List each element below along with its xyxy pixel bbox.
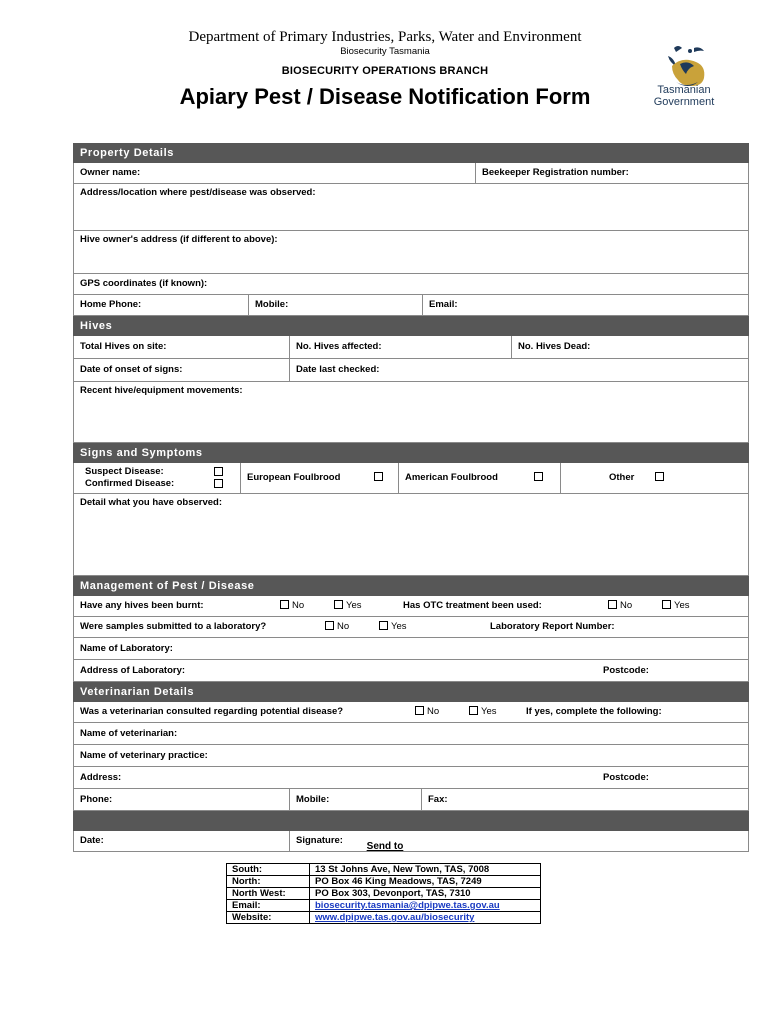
email-link[interactable]: biosecurity.tasmania@dpipwe.tas.gov.au — [315, 900, 500, 911]
department-name: Department of Primary Industries, Parks, Water and Environment — [188, 29, 582, 45]
other-option[interactable] — [560, 463, 748, 493]
vet-postcode-field[interactable]: Postcode: — [603, 772, 649, 783]
otc-yes-label: Yes — [674, 600, 690, 611]
otc-label: Has OTC treatment been used: — [403, 600, 542, 611]
owner-name-field[interactable]: Owner name: — [80, 167, 141, 178]
table-row — [227, 888, 541, 900]
laboratory-name-field[interactable]: Name of Laboratory: — [80, 643, 173, 654]
contact-table — [226, 863, 541, 924]
section-veterinarian: Veterinarian Details — [73, 682, 749, 702]
burnt-otc-row — [74, 596, 748, 616]
last-checked-field[interactable]: Date last checked: — [289, 359, 511, 381]
total-hives-field[interactable]: Total Hives on site: — [80, 341, 167, 352]
signature-field[interactable]: Signature: — [289, 831, 748, 851]
section-hives: Hives — [73, 316, 749, 336]
contact-label: Website: — [227, 912, 310, 924]
other-checkbox[interactable] — [655, 472, 664, 481]
vet-yes-checkbox[interactable] — [469, 706, 478, 715]
vet-consulted-label: Was a veterinarian consulted regarding potential disease? — [80, 706, 344, 717]
burnt-no-checkbox[interactable] — [280, 600, 289, 609]
vet-yes-label: Yes — [481, 706, 497, 717]
hives-affected-field[interactable]: No. Hives affected: — [289, 336, 511, 358]
section-blank-bar — [73, 811, 749, 831]
samples-no-checkbox[interactable] — [325, 621, 334, 630]
otc-no-checkbox[interactable] — [608, 600, 617, 609]
hives-dead-field[interactable]: No. Hives Dead: — [511, 336, 748, 358]
table-row — [227, 912, 541, 924]
vet-mobile-field[interactable]: Mobile: — [289, 789, 421, 810]
laboratory-postcode-field[interactable]: Postcode: — [603, 665, 649, 676]
confirmed-disease-checkbox[interactable] — [214, 479, 223, 488]
burnt-no-label: No — [292, 600, 305, 611]
other-label: Other — [609, 472, 635, 483]
lab-report-number-field[interactable]: Laboratory Report Number: — [490, 621, 615, 632]
onset-date-field[interactable]: Date of onset of signs: — [80, 364, 183, 375]
confirmed-disease-label: Confirmed Disease: — [85, 478, 175, 489]
website-link[interactable]: www.dpipwe.tas.gov.au/biosecurity — [315, 912, 475, 923]
suspect-disease-label: Suspect Disease: — [85, 466, 164, 477]
contact-label: North West: — [227, 888, 310, 900]
samples-yes-checkbox[interactable] — [379, 621, 388, 630]
form-title: Apiary Pest / Disease Notification Form — [179, 84, 591, 109]
vet-practice-field[interactable]: Name of veterinary practice: — [80, 750, 208, 761]
contact-value: PO Box 46 King Meadows, TAS, 7249 — [310, 876, 541, 888]
burnt-yes-checkbox[interactable] — [334, 600, 343, 609]
date-field[interactable]: Date: — [80, 835, 104, 846]
empty-cell — [511, 359, 748, 381]
address-observed-field[interactable]: Address/location where pest/disease was observed: — [80, 187, 316, 198]
samples-label: Were samples submitted to a laboratory? — [80, 621, 267, 632]
section-signs-symptoms: Signs and Symptoms — [73, 443, 749, 463]
email-field[interactable]: Email: — [422, 295, 748, 315]
contact-value: PO Box 303, Devonport, TAS, 7310 — [310, 888, 541, 900]
logo-text-government: Government — [653, 96, 715, 108]
section-management: Management of Pest / Disease — [73, 576, 749, 596]
laboratory-address-field[interactable] — [74, 660, 748, 681]
hive-owner-address-field[interactable]: Hive owner's address (if different to above): — [80, 234, 278, 245]
branch-name: BIOSECURITY OPERATIONS BRANCH — [281, 65, 489, 77]
contact-label: North: — [227, 876, 310, 888]
otc-yes-checkbox[interactable] — [662, 600, 671, 609]
contact-label: Email: — [227, 900, 310, 912]
laboratory-address-label: Address of Laboratory: — [80, 665, 186, 676]
efb-label: European Foulbrood — [247, 472, 341, 483]
logo-text-tasmanian: Tasmanian — [657, 84, 711, 96]
burnt-yes-label: Yes — [346, 600, 362, 611]
vet-no-label: No — [427, 706, 440, 717]
samples-yes-label: Yes — [391, 621, 407, 632]
vet-fax-field[interactable]: Fax: — [421, 789, 748, 810]
subdepartment-name: Biosecurity Tasmania — [340, 46, 430, 57]
vet-address-label: Address: — [80, 772, 122, 783]
otc-no-label: No — [620, 600, 633, 611]
table-row — [227, 876, 541, 888]
contact-label: South: — [227, 864, 310, 876]
samples-no-label: No — [337, 621, 350, 632]
vet-phone-field[interactable]: Phone: — [80, 794, 113, 805]
home-phone-field[interactable]: Home Phone: — [80, 299, 142, 310]
efb-checkbox[interactable] — [374, 472, 383, 481]
afb-label: American Foulbrood — [405, 472, 498, 483]
afb-checkbox[interactable] — [534, 472, 543, 481]
vet-address-field[interactable] — [74, 767, 748, 788]
gps-coordinates-field[interactable]: GPS coordinates (if known): — [80, 278, 208, 289]
vet-no-checkbox[interactable] — [415, 706, 424, 715]
contact-value: 13 St Johns Ave, New Town, TAS, 7008 — [310, 864, 541, 876]
disease-status-group — [74, 463, 240, 493]
notification-form — [73, 143, 749, 852]
mobile-field[interactable]: Mobile: — [248, 295, 422, 315]
table-row — [227, 864, 541, 876]
vet-if-yes-label: If yes, complete the following: — [526, 706, 662, 717]
section-property-details: Property Details — [73, 143, 749, 163]
afb-option[interactable] — [398, 463, 560, 493]
table-row — [227, 900, 541, 912]
beekeeper-registration-field[interactable]: Beekeeper Registration number: — [475, 163, 748, 183]
hives-burnt-label: Have any hives been burnt: — [80, 600, 204, 611]
suspect-disease-checkbox[interactable] — [214, 467, 223, 476]
vet-consulted-row — [74, 702, 748, 722]
samples-row — [74, 617, 748, 637]
efb-option[interactable] — [240, 463, 398, 493]
hive-movements-field[interactable]: Recent hive/equipment movements: — [80, 385, 243, 396]
vet-name-field[interactable]: Name of veterinarian: — [80, 728, 178, 739]
observed-detail-field[interactable]: Detail what you have observed: — [80, 497, 223, 508]
send-to-heading: Send to — [366, 841, 404, 852]
